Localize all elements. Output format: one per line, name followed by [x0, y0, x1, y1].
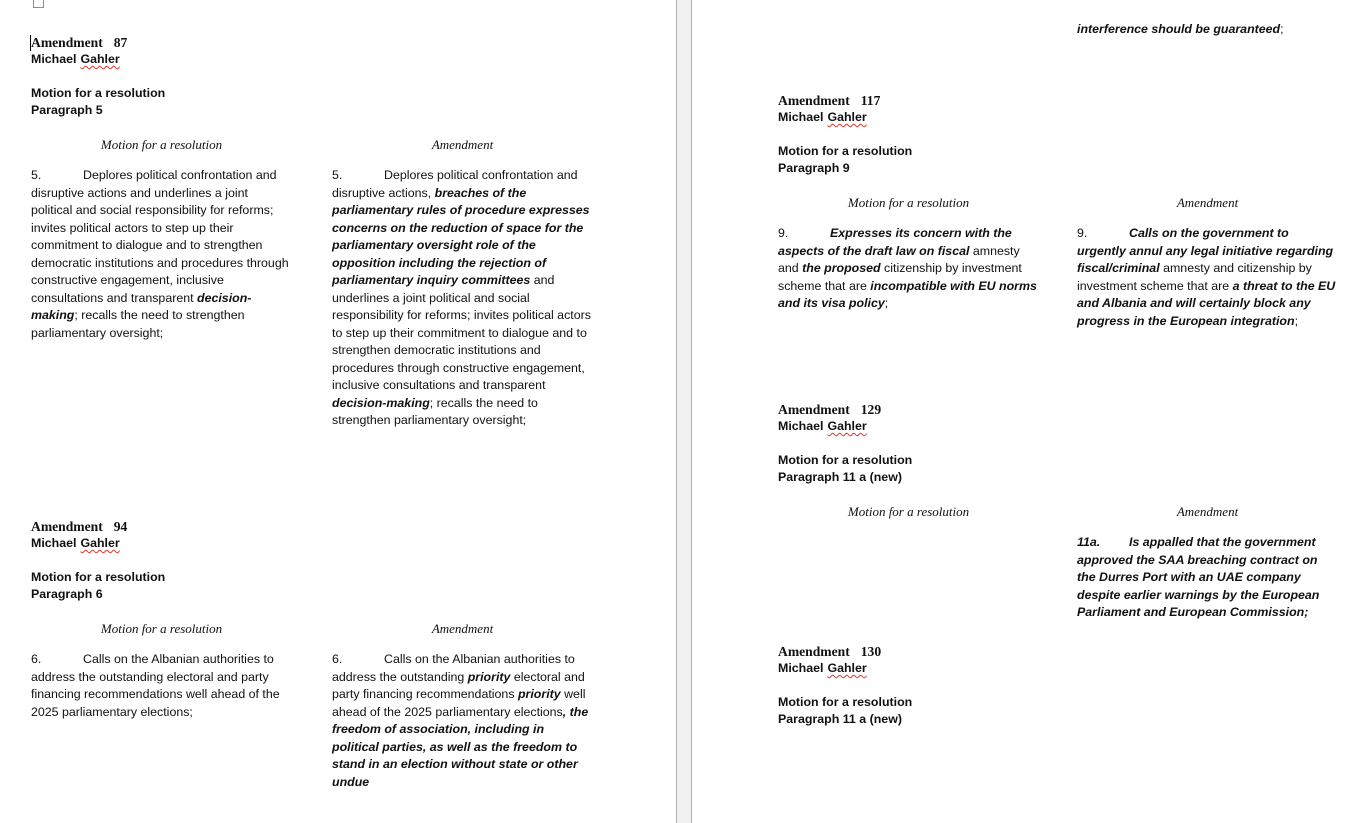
author-first-name: Michael — [31, 52, 77, 66]
motion-label: Motion for a resolution — [31, 570, 166, 584]
amendment-number: 87 — [113, 35, 128, 50]
author-first-name: Michael — [31, 536, 77, 550]
amendment-label: Amendment — [778, 93, 850, 108]
author-first-name: Michael — [778, 661, 824, 675]
target-paragraph-label: Paragraph 11 a (new) — [778, 470, 902, 484]
target-paragraph-label: Paragraph 5 — [31, 103, 103, 117]
amendment-number: 129 — [860, 402, 882, 417]
column-header-motion: Motion for a resolution — [847, 195, 970, 210]
column-header-motion: Motion for a resolution — [100, 621, 223, 636]
amendment-title — [778, 644, 881, 660]
amendment-author — [31, 52, 120, 66]
author-last-name: Gahler — [80, 536, 120, 550]
target-paragraph-label: Paragraph 6 — [31, 587, 103, 601]
amendment-number: 94 — [113, 519, 128, 534]
amendment-title — [778, 93, 880, 109]
motion-label: Motion for a resolution — [778, 144, 913, 158]
amendment-title — [778, 402, 881, 418]
motion-label: Motion for a resolution — [31, 86, 166, 100]
column-header-amendment: Amendment — [431, 621, 494, 636]
amendment-title — [31, 519, 127, 535]
motion-label: Motion for a resolution — [778, 695, 913, 709]
amended-text[interactable]: 5. Deplores political confrontation and disruptive actions, breaches of the parliamentary rules of procedure expresses concerns on the reduction of space for the parliamentary oversight role of the opposition including the rejection of parliamentary inquiry committees and underlines a joint political and social responsibility for reforms; invites political actors to step up their commitment to dialogue and to strengthen democratic institutions and procedures through constructive engagement, inclusive consultations and transparent decision-making; recalls the need to strengthen parliamentary oversight; — [332, 168, 591, 427]
amendment-label: Amendment — [778, 644, 850, 659]
amendment-author — [778, 661, 867, 675]
amended-text[interactable]: 9. Calls on the government to urgently annul any legal initiative regarding fiscal/criminal amnesty and citizenship by investment scheme that are a threat to the EU and Albania and will certainly block any progress in the European integration; — [1077, 226, 1336, 328]
amendment-label: Amendment — [31, 35, 103, 50]
page-gutter — [676, 0, 692, 823]
amendment-title — [31, 35, 127, 51]
author-last-name: Gahler — [827, 661, 867, 675]
author-last-name: Gahler — [827, 419, 867, 433]
motion-label: Motion for a resolution — [778, 453, 913, 467]
original-text[interactable]: 5. Deplores political confrontation and disruptive actions and underlines a joint political and social responsibility for reforms; invites political actors to step up their commitment to dialogue and to strengthen democratic institutions and procedures through constructive engagement, inclusive consultations and transparent decision-making; recalls the need to strengthen parliamentary oversight; — [31, 168, 289, 340]
author-first-name: Michael — [778, 419, 824, 433]
amended-text[interactable]: 6. Calls on the Albanian authorities to address the outstanding priority electoral and party financing recommendations priority well ahead of the 2025 parliamentary elections, the freedom of association, including in political parties, as well as the freedom to stand in an election without state or other undue — [332, 652, 589, 789]
original-text[interactable]: 6. Calls on the Albanian authorities to address the outstanding electoral and party financing recommendations well ahead of the 2025 parliamentary elections; — [31, 652, 280, 719]
column-header-motion: Motion for a resolution — [847, 504, 970, 519]
amended-text[interactable]: 11a. Is appalled that the government approved the SAA breaching contract on the Durres Port with an UAE company despite earlier warnings by the European Parliament and European Commission; — [1077, 535, 1320, 619]
column-header-amendment: Amendment — [1176, 504, 1239, 519]
amendment-author — [778, 110, 867, 124]
table-handle-icon[interactable] — [33, 0, 44, 8]
column-header-amendment: Amendment — [431, 137, 494, 152]
amendment-label: Amendment — [31, 519, 103, 534]
column-header-amendment: Amendment — [1176, 195, 1239, 210]
author-last-name: Gahler — [80, 52, 120, 66]
author-last-name: Gahler — [827, 110, 867, 124]
document-page-right[interactable] — [692, 0, 1366, 823]
amendment-label: Amendment — [778, 402, 850, 417]
amendment-author — [31, 536, 120, 550]
target-paragraph-label: Paragraph 9 — [778, 161, 850, 175]
amendment-number: 130 — [860, 644, 882, 659]
target-paragraph-label: Paragraph 11 a (new) — [778, 712, 902, 726]
column-header-motion: Motion for a resolution — [100, 137, 223, 152]
document-page-left[interactable] — [0, 0, 676, 823]
amendment-author — [778, 419, 867, 433]
amendment-94-continuation-text[interactable]: interference should be guaranteed; — [1077, 22, 1284, 36]
author-first-name: Michael — [778, 110, 824, 124]
amendment-number: 117 — [860, 93, 881, 108]
original-text[interactable]: 9. Expresses its concern with the aspects of the draft law on fiscal amnesty and the proposed citizenship by investment scheme that are incompatible with EU norms and its visa policy; — [778, 226, 1037, 310]
